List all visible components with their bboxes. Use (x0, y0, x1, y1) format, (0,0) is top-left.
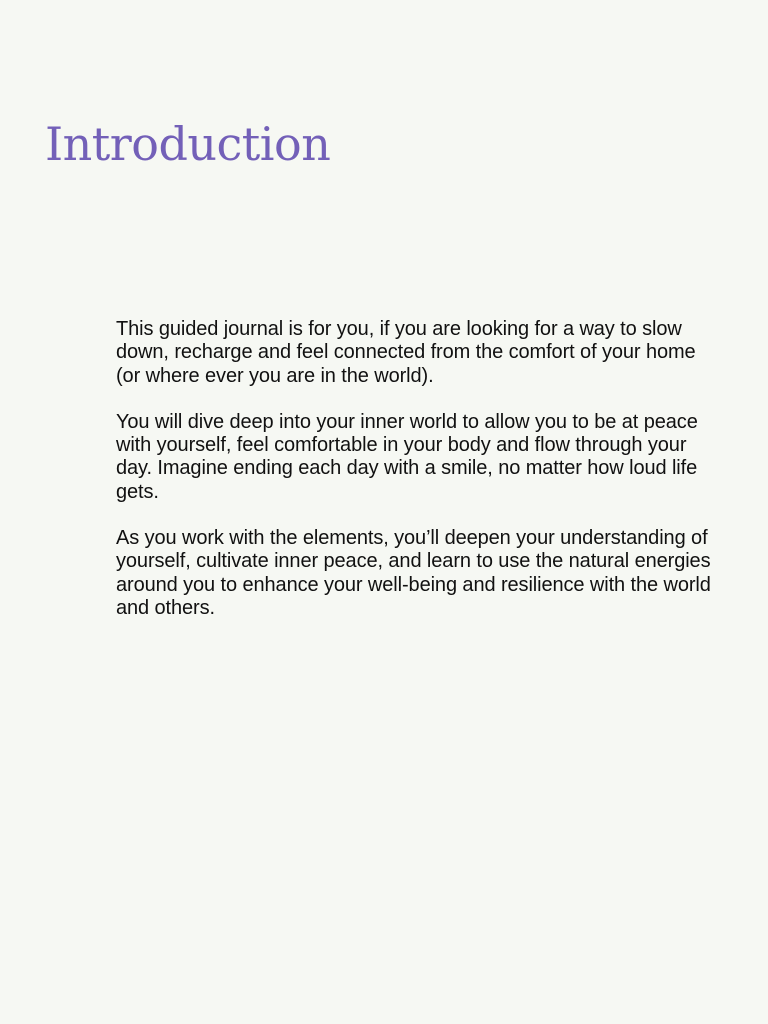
paragraph-elements: As you work with the elements, you’ll deepen your understanding of yourself, cultivate inner peace, and learn to use the natural energies around you to enhance your well-being and resilience with the world and others. (116, 527, 711, 619)
paragraph-purpose: This guided journal is for you, if you are looking for a way to slow down, recharge and feel connected from the comfort of your home (or where ever you are in the world). (116, 318, 696, 387)
paragraph-inner-world: You will dive deep into your inner world to allow you to be at peace with yourself, feel comfortable in your body and flow through your day. Imagine ending each day with a smile, no matter how loud life gets. (116, 410, 698, 503)
page-title: Introduction (45, 117, 331, 171)
introduction-body (116, 318, 716, 643)
